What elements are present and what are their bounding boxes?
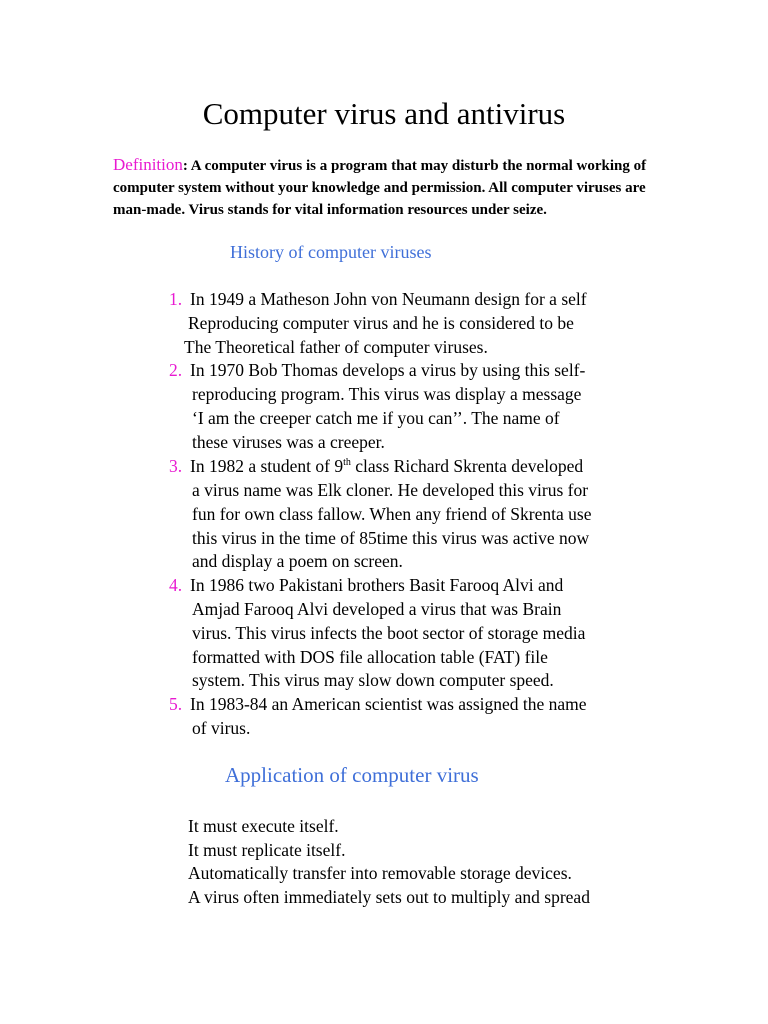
history-item-3-number: 3. (169, 456, 183, 476)
history-item-5-number: 5. (169, 694, 183, 714)
application-line-4: A virus often immediately sets out to multiply and spread (188, 887, 590, 907)
history-item-3-line-2: a virus name was Elk cloner. He developed this virus for (192, 480, 589, 500)
history-item-4-line-2: Amjad Farooq Alvi developed a virus that was Brain (192, 599, 562, 619)
history-item-4-number: 4. (169, 575, 183, 595)
history-item-3-line-1 (190, 455, 583, 477)
application-line-3: Automatically transfer into removable storage devices. (188, 863, 572, 883)
history-item-2-line-1: In 1970 Bob Thomas develops a virus by using this self- (190, 360, 586, 380)
history-item-4-line-5: system. This virus may slow down computer speed. (192, 670, 554, 690)
history-item-3-line-5: and display a poem on screen. (192, 551, 403, 571)
history-item-3-line-3: fun for own class fallow. When any friend of Skrenta use (192, 504, 592, 524)
page-title: Computer virus and antivirus (202, 96, 566, 131)
history-item-1-line-1: In 1949 a Matheson John von Neumann design for a self (190, 289, 587, 309)
application-heading: Application of computer virus (225, 763, 479, 787)
definition-label: Definition (113, 155, 183, 174)
history-item-2-line-2: reproducing program. This virus was display a message (192, 384, 582, 404)
history-item-2-line-4: these viruses was a creeper. (192, 432, 385, 452)
history-item-1-line-2: Reproducing computer virus and he is considered to be (188, 313, 574, 333)
history-heading: History of computer viruses (230, 242, 432, 262)
history-item-3-line-1-text-a: In 1982 a student of 9 (190, 456, 344, 476)
application-line-1: It must execute itself. (188, 816, 339, 836)
application-line-2: It must replicate itself. (188, 840, 346, 860)
history-item-5-line-2: of virus. (192, 718, 251, 738)
history-item-3-line-4: this virus in the time of 85time this virus was active now (192, 528, 590, 548)
history-item-2-number: 2. (169, 360, 183, 380)
definition-text: : A computer virus is a program that may disturb the normal working of computer system without your knowledge and permission. All computer viruses are man-made. Virus stands for vital information resources under seize. (113, 158, 647, 218)
history-item-2-line-3: ‘I am the creeper catch me if you can’’. The name of (192, 408, 560, 428)
history-item-4-line-3: virus. This virus infects the boot sector of storage media (192, 623, 586, 643)
history-item-5-line-1: In 1983-84 an American scientist was assigned the name (190, 694, 587, 714)
ordinal-superscript: th (343, 457, 351, 469)
definition-paragraph (113, 154, 673, 221)
history-item-4-line-4: formatted with DOS file allocation table (FAT) file (192, 647, 548, 667)
history-item-3-line-1-text-b: class Richard Skrenta developed (350, 456, 584, 476)
history-item-1-number: 1. (169, 289, 183, 309)
history-item-4-line-1: In 1986 two Pakistani brothers Basit Farooq Alvi and (190, 575, 564, 595)
history-item-1-line-3: The Theoretical father of computer viruses. (184, 337, 488, 357)
